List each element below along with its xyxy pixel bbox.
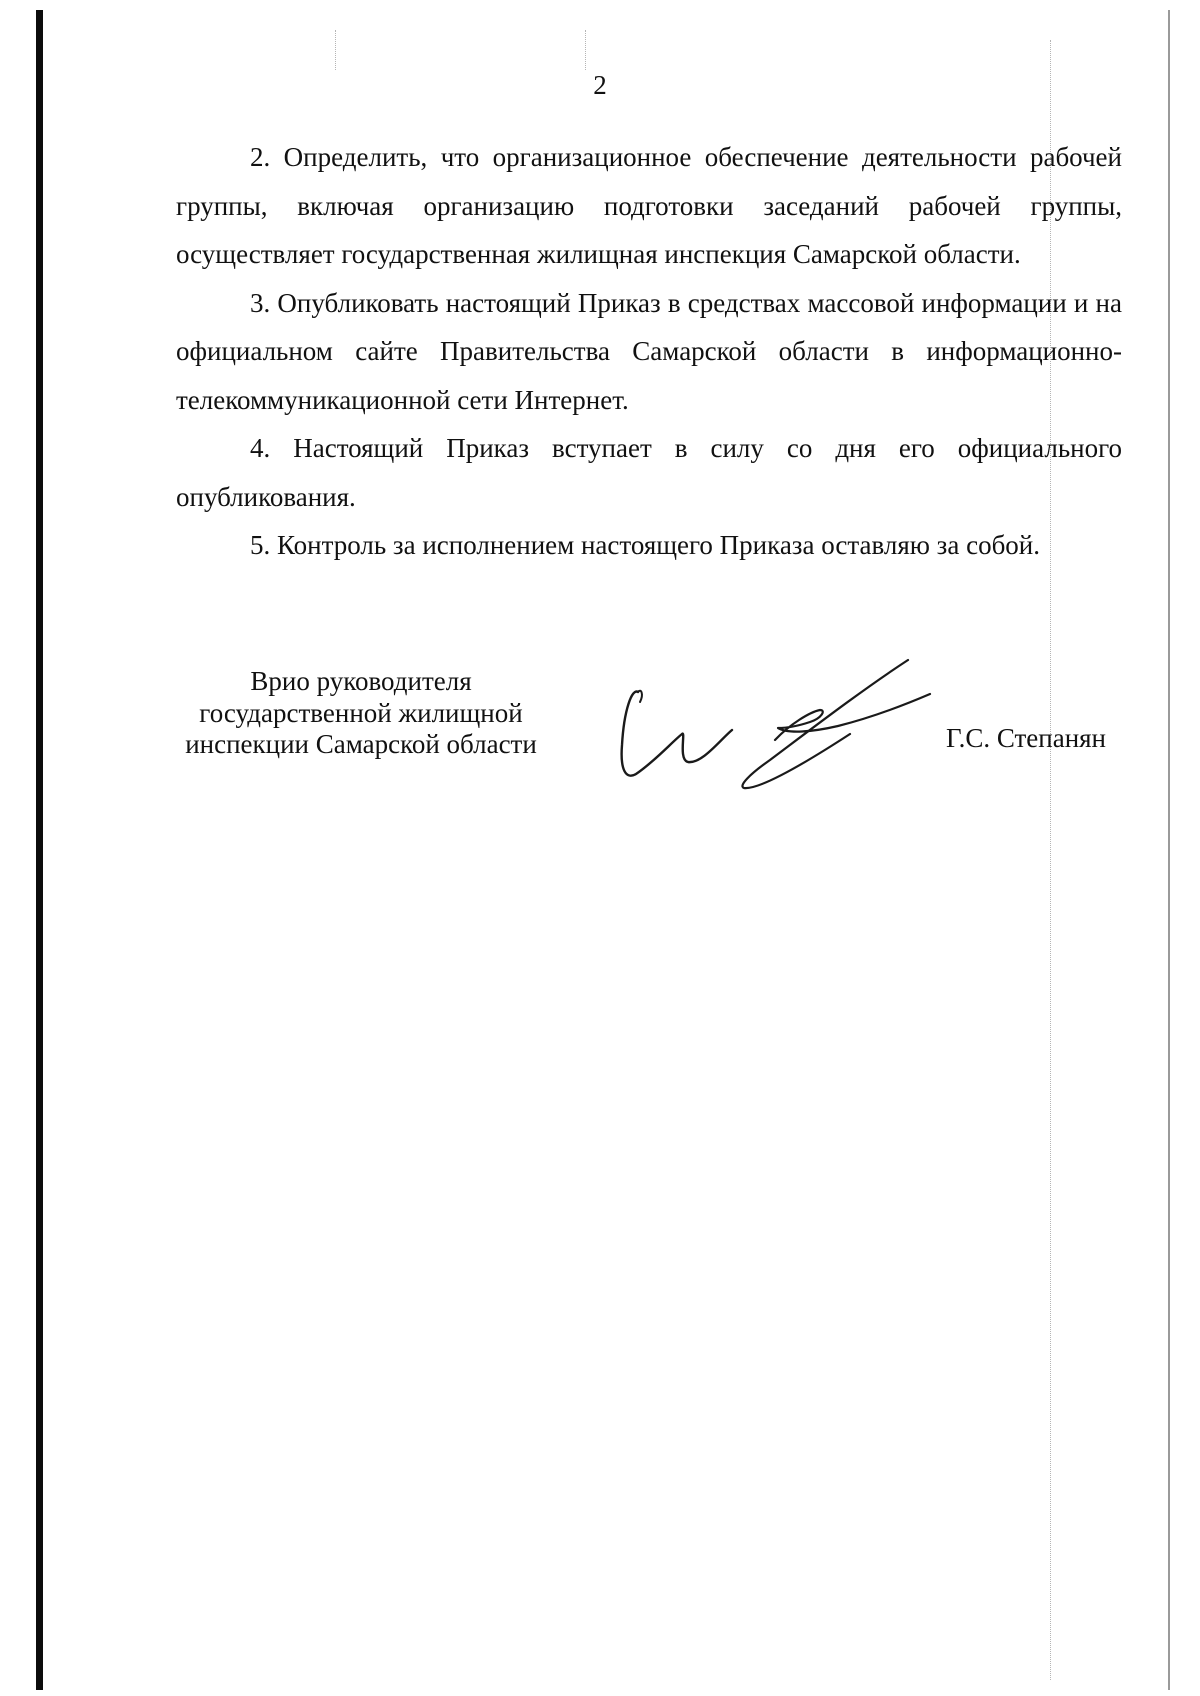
signatory-position-line: Врио руководителя: [250, 666, 472, 696]
scan-page-edge: [1168, 10, 1170, 1690]
scan-binding-edge: [36, 10, 43, 1690]
paragraph-organizational-support: 2. Определить, что организационное обеспечение деятельности рабочей группы, включая организацию подготовки заседаний рабочей группы, осуществляет государственная жилищная инспекция Самарской области.: [176, 142, 1122, 269]
signatory-position-line: государственной жилищной: [199, 697, 523, 728]
handwritten-signature: [610, 650, 970, 800]
paragraph-publication: 3. Опубликовать настоящий Приказ в средствах массовой информации и на официальном сайте Правительства Самарской области в информационно-телекоммуникационной сети Интернет.: [176, 287, 1122, 415]
scan-noise: [585, 30, 586, 70]
signatory-position-line: инспекции Самарской области: [185, 729, 537, 759]
document-body: [176, 133, 1122, 570]
paragraph-entry-into-force: 4. Настоящий Приказ вступает в силу со дня его официального опубликования.: [176, 433, 1122, 512]
scan-noise: [335, 30, 336, 70]
signatory-position: [176, 666, 546, 761]
signer-name: Г.С. Степанян: [946, 723, 1107, 753]
page-number: 2: [593, 70, 607, 100]
paragraph-control: 5. Контроль за исполнением настоящего Приказа оставляю за собой.: [250, 530, 1041, 560]
